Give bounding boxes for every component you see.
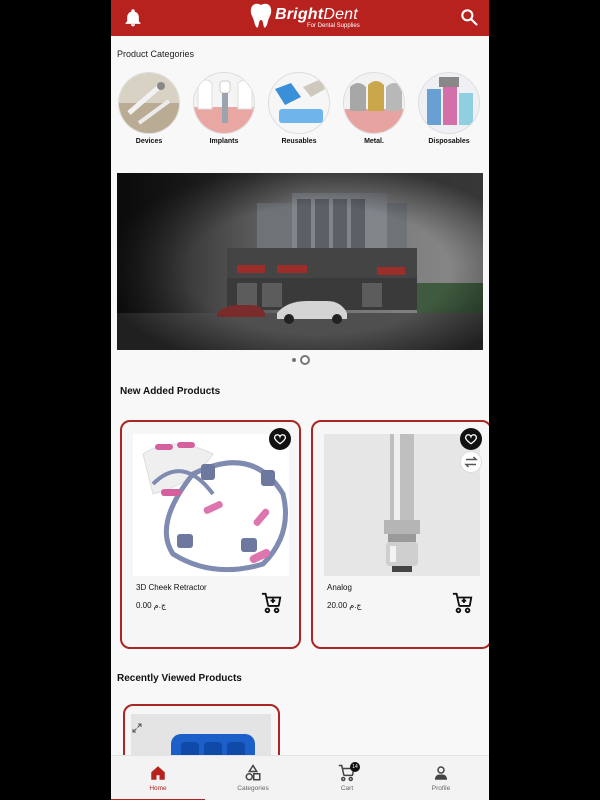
nav-categories[interactable]	[223, 764, 283, 792]
product-image	[133, 434, 289, 576]
category-metal-image	[343, 72, 405, 134]
nav-label: Profile	[431, 785, 451, 792]
compare-icon[interactable]	[460, 451, 482, 473]
category-row	[117, 72, 483, 152]
product-image	[324, 434, 480, 576]
product-name: 3D Cheek Retractor	[136, 583, 207, 592]
product-price: 20.00 ج.م	[327, 601, 362, 610]
profile-icon	[432, 764, 450, 782]
home-icon	[149, 764, 167, 782]
carousel-dot[interactable]	[292, 358, 296, 362]
nav-profile[interactable]	[411, 764, 471, 792]
category-label: Reusables	[281, 138, 317, 145]
favorite-button[interactable]	[460, 428, 482, 450]
nav-cart[interactable]	[317, 764, 377, 792]
carousel-dot-active[interactable]	[300, 355, 310, 365]
brand-logo	[249, 2, 359, 32]
brand-name: BrightDent	[275, 6, 358, 23]
nav-label: Cart	[340, 785, 354, 792]
category-label: Implants	[209, 138, 239, 145]
category-label: Disposables	[428, 138, 470, 145]
app-screen	[111, 0, 489, 800]
new-products-title: New Added Products	[120, 386, 221, 397]
nav-home[interactable]	[128, 764, 188, 792]
categories-icon	[244, 764, 262, 782]
categories-title: Product Categories	[117, 49, 195, 59]
heart-icon	[464, 432, 478, 446]
category-implants[interactable]	[192, 72, 256, 145]
category-devices-image	[118, 72, 180, 134]
carousel-indicator[interactable]	[292, 355, 322, 365]
brand-tagline: For Dental Supplies	[307, 23, 360, 29]
nav-label: Home	[149, 785, 167, 792]
cart-count-badge: 14	[350, 762, 360, 772]
product-card[interactable]	[120, 420, 301, 649]
category-label: Metal.	[364, 138, 384, 145]
category-disposables-image	[418, 72, 480, 134]
expand-icon[interactable]	[131, 722, 143, 734]
bottom-navigation	[111, 755, 489, 800]
nav-label: Categories	[237, 785, 269, 792]
category-devices[interactable]	[117, 72, 181, 145]
add-to-cart-icon[interactable]	[260, 592, 284, 614]
product-name: Analog	[327, 583, 352, 592]
recent-products-title: Recently Viewed Products	[117, 673, 242, 684]
favorite-button[interactable]	[269, 428, 291, 450]
category-reusables-image	[268, 72, 330, 134]
bell-icon[interactable]	[123, 8, 143, 28]
category-disposables[interactable]	[417, 72, 481, 145]
search-icon[interactable]	[459, 7, 479, 27]
promo-banner[interactable]	[117, 173, 483, 350]
category-metal[interactable]	[342, 72, 406, 145]
product-price: 0.00 ج.م	[136, 601, 167, 610]
category-label: Devices	[135, 138, 163, 145]
heart-icon	[273, 432, 287, 446]
category-reusables[interactable]	[267, 72, 331, 145]
category-implants-image	[193, 72, 255, 134]
tooth-logo-icon	[249, 2, 273, 30]
add-to-cart-icon[interactable]	[451, 592, 475, 614]
top-app-bar	[111, 0, 489, 36]
